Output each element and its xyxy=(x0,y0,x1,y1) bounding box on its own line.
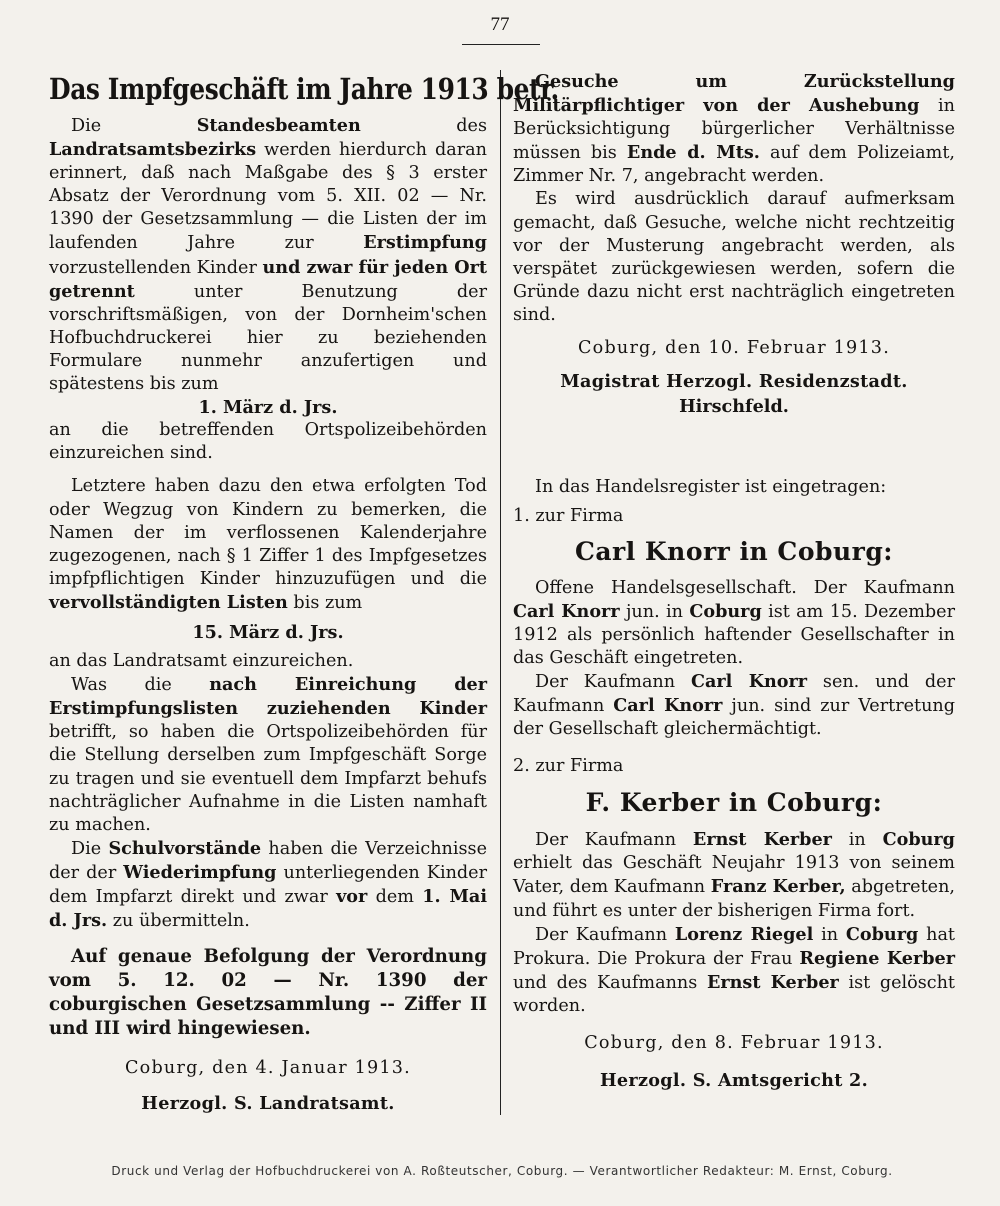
vaccination-paragraph-2: Letztere haben dazu den etwa erfolgten Tod oder Wegzug von Kindern zu bemerken, die Namen der im verflossenen Kalenderjahre zugezogenen, nach § 1 Ziffer 1 des Impfgesetzes impfpflichtigen Kinder hinzuzufügen und die vervollständigten Listen bis zum xyxy=(49,476,487,613)
right-signature-1-name: Hirschfeld. xyxy=(679,396,789,418)
page-number-rule xyxy=(462,44,540,45)
right-signature-2: Herzogl. S. Amtsgericht 2. xyxy=(599,1070,869,1092)
firm-2-paragraph-2: Der Kaufmann Lorenz Riegel in Coburg hat Prokura. Die Prokura der Frau Regiene Kerber und des Kaufmanns Ernst Kerber ist gelöscht worden. xyxy=(513,923,956,1016)
firm-2-name: F. Kerber in Coburg: xyxy=(585,788,883,818)
firm-2-label: 2. zur Firma xyxy=(513,756,624,777)
page-number: 77 xyxy=(490,14,510,35)
vaccination-paragraph-2-end: an das Landratsamt einzureichen. xyxy=(49,651,354,672)
register-intro: In das Handelsregister ist eingetragen: xyxy=(535,477,887,498)
firm-1-paragraph-2: Der Kaufmann Carl Knorr sen. und der Kaufmann Carl Knorr jun. sind zur Vertretung der Gesellschaft gleichermächtigt. xyxy=(513,670,956,740)
right-column xyxy=(513,66,955,1092)
vaccination-paragraph-3: Was die nach Einreichung der Erstimpfungslisten zuziehenden Kinder betrifft, so haben die Ortspolizeibehörden für die Stellung derselben zum Impfgeschäft Sorge zu tragen und sie eventuell dem Impfarzt behufs nachträglicher Aufnahme in die Listen namhaft zu machen. xyxy=(49,674,487,835)
right-signature-1: Magistrat Herzogl. Residenzstadt. xyxy=(560,371,908,393)
left-date: Coburg, den 4. Januar 1913. xyxy=(125,1058,411,1079)
right-date-2: Coburg, den 8. Februar 1913. xyxy=(584,1033,884,1053)
vaccination-paragraph-1: Die Standesbeamten des Landratsamtsbezirks werden hierdurch daran erinnert, daß nach Maßgabe des § 3 erster Absatz der Verordnung vom 5. XII. 02 — Nr. 1390 der Gesetzsammlung — die Listen der im laufenden Jahre zur Erstimpfung vorzustellenden Kinder und zwar für jeden Ort getrennt unter Benutzung der vorschriftsmäßigen, von der Dornheim'schen Hofbuchdruckerei hier zu beziehenden Formulare nunmehr anzufertigen und spätestens bis zum xyxy=(49,115,488,395)
firm-1-paragraph-1: Offene Handelsgesellschaft. Der Kaufmann Carl Knorr jun. in Coburg ist am 15. Dezember 1912 als persönlich haftender Gesellschafter in das Geschäft eingetreten. xyxy=(513,577,956,668)
right-date-1: Coburg, den 10. Februar 1913. xyxy=(578,338,890,359)
notice-headline: Das Impfgeschäft im Jahre 1913 betr. xyxy=(49,72,559,106)
deadline-first: 1. März d. Jrs. xyxy=(198,397,338,419)
printer-footer: Druck und Verlag der Hofbuchdruckerei von A. Roßteutscher, Coburg. — Verantwortlicher Redakteur: M. Ernst, Coburg. xyxy=(111,1164,893,1178)
firm-2-paragraph-1: Der Kaufmann Ernst Kerber in Coburg erhielt das Geschäft Neujahr 1913 von seinem Vater, dem Kaufmann Franz Kerber, abgetreten, und führt es unter der bisherigen Firma fort. xyxy=(513,829,955,921)
deadline-second: 15. März d. Jrs. xyxy=(192,621,344,643)
column-divider xyxy=(500,70,501,1115)
vaccination-paragraph-1-end: an die betreffenden Ortspolizeibehörden einzureichen sind. xyxy=(49,420,487,464)
firm-1-name: Carl Knorr in Coburg: xyxy=(574,536,894,566)
firm-1-label: 1. zur Firma xyxy=(513,506,624,527)
military-paragraph-2: Es wird ausdrücklich darauf aufmerksam gemacht, daß Gesuche, welche nicht rechtzeitig vor der Musterung angebracht werden, als verspätet zurückgewiesen werden, sofern die Gründe dazu nicht erst nachträglich eingetreten sind. xyxy=(513,189,955,325)
left-column xyxy=(49,66,559,1115)
vaccination-paragraph-5: Auf genaue Befolgung der Verordnung vom 5. 12. 02 — Nr. 1390 der coburgischen Gesetzsammlung -- Ziffer II und III wird hingewiesen. xyxy=(49,946,487,1040)
military-paragraph-1: Gesuche um Zurückstellung Militärpflichtiger von der Aushebung in Berücksichtigung bürgerlicher Verhältnisse müssen bis Ende d. Mts. auf dem Polizeiamt, Zimmer Nr. 7, angebracht werden. xyxy=(513,71,955,187)
left-signature: Herzogl. S. Landratsamt. xyxy=(141,1093,395,1115)
vaccination-paragraph-4: Die Schulvorstände haben die Verzeichnisse der der Wiederimpfung unterliegenden Kinder dem Impfarzt direkt und zwar vor dem 1. Mai d. Jrs. zu übermitteln. xyxy=(49,837,487,932)
